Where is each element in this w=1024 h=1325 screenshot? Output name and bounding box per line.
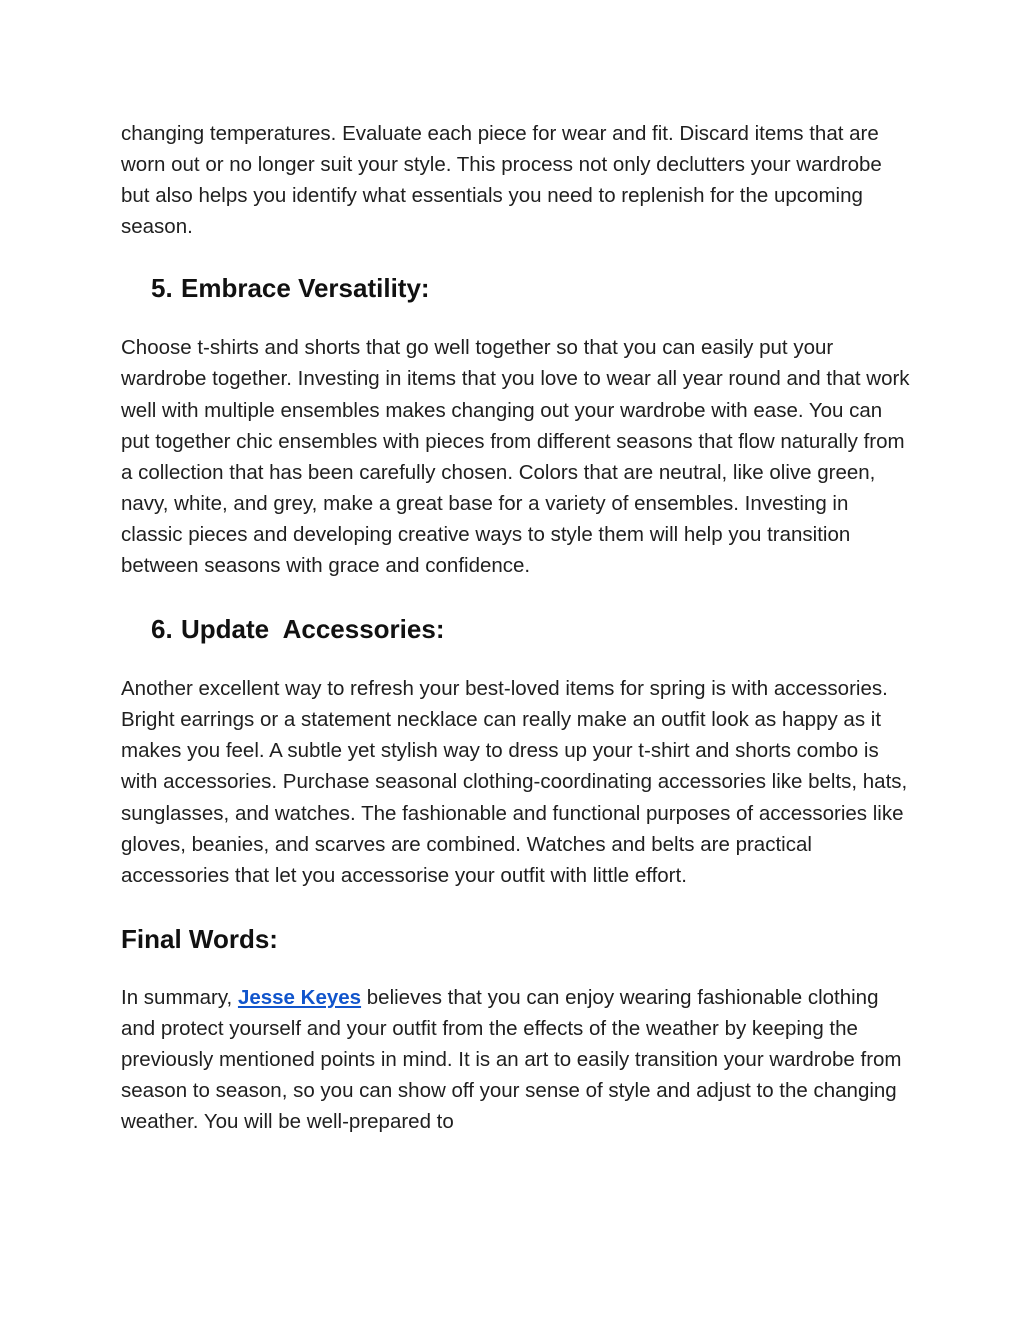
section-6-title: Update Accessories: — [181, 614, 445, 645]
final-words-paragraph — [121, 982, 911, 1137]
section-6-heading — [121, 611, 911, 647]
final-words-heading: Final Words: — [121, 923, 278, 954]
section-5-heading — [121, 270, 911, 306]
section-6-paragraph: Another excellent way to refresh your best-loved items for spring is with accessories. Bright earrings or a statement necklace can really make an outfit look as happy as it makes you feel. A subtle yet stylish way to dress up your t-shirt and shorts combo is with accessories. Purchase seasonal clothing-coordinating accessories like belts, hats, sunglasses, and watches. The fashionable and functional purposes of accessories like gloves, beanies, and scarves are combined. Watches and belts are practical accessories that let you accessorise your outfit with little effort. — [121, 677, 908, 887]
document-page — [121, 118, 911, 1137]
section-5-number: 5. — [151, 273, 173, 304]
final-text-after-link: believes that you can enjoy wearing fashionable clothing and protect yourself and your outfit from the effects of the weather by keeping the previously mentioned points in mind. It is an art to easily transition your wardrobe from season to season, so you can show off your sense of style and adjust to the changing weather. You will be well-prepared to — [121, 985, 902, 1134]
section-5-title: Embrace Versatility: — [181, 273, 430, 304]
section-6-number: 6. — [151, 614, 173, 645]
jesse-keyes-link[interactable]: Jesse Keyes — [237, 985, 362, 1009]
section-5-paragraph: Choose t-shirts and shorts that go well together so that you can easily put your wardrobe together. Investing in items that you love to wear all year round and that work well with multiple ensembles makes changing out your wardrobe with ease. You can put together chic ensembles with pieces from different seasons that flow naturally from a collection that has been carefully chosen. Colors that are neutral, like olive green, navy, white, and grey, make a great base for a variety of ensembles. Investing in classic pieces and developing creative ways to style them will help you transition between seasons with grace and confidence. — [121, 336, 910, 578]
final-text-before-link: In summary, — [121, 985, 238, 1009]
intro-paragraph: changing temperatures. Evaluate each piece for wear and fit. Discard items that are worn out or no longer suit your style. This process not only declutters your wardrobe but also helps you identify what essentials you need to replenish for the upcoming season. — [121, 122, 882, 239]
